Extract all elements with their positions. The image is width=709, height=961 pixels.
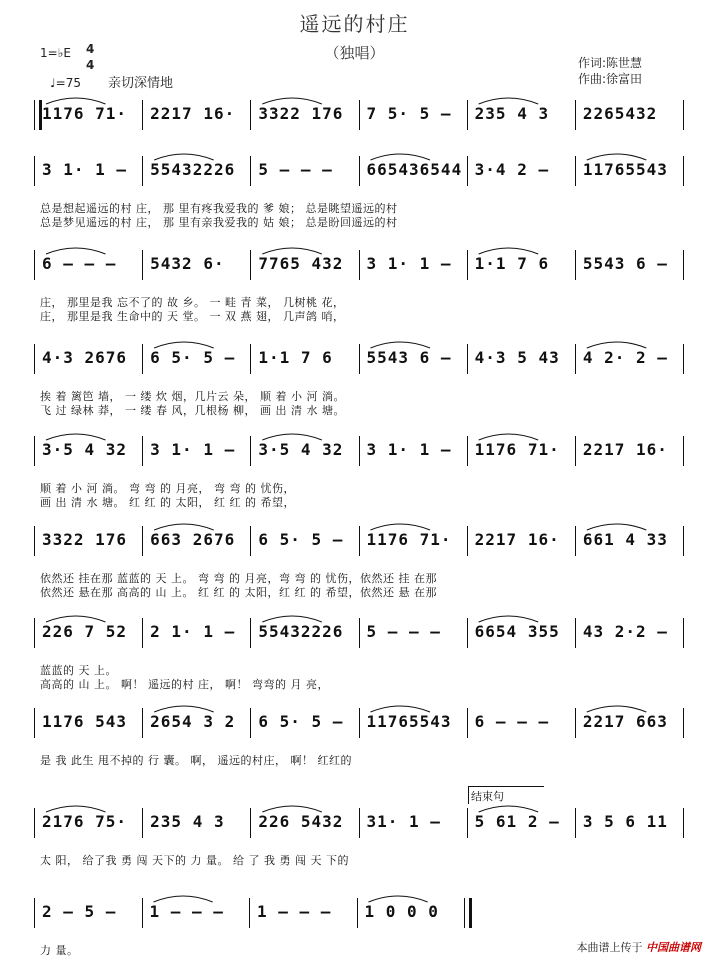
measure: 3322 176: [42, 530, 128, 549]
measure: 4·3 5 43: [474, 348, 560, 367]
slur: [479, 98, 538, 104]
slur-marks: [0, 888, 709, 918]
page-subtitle: （独唱）: [324, 44, 385, 62]
slur: [46, 98, 105, 104]
measure: 43 2·2 –: [582, 622, 668, 641]
measure: 55432226: [150, 160, 236, 179]
page-title: 遥远的村庄: [299, 12, 410, 36]
footer: [577, 939, 702, 955]
measure: 665436544: [366, 160, 463, 179]
slur: [262, 248, 321, 254]
slur: [479, 806, 538, 812]
lyric-line: 总是想起遥远的村 庄， 那 里有疼我爱我的 爹 娘； 总是眺望遥远的村: [40, 202, 398, 215]
measure: 235 4 3: [474, 104, 550, 123]
tempo-marking: ♩=75: [50, 76, 81, 90]
measure: 2217 16·: [582, 440, 668, 459]
measure: 6 5· 5 –: [258, 530, 344, 549]
lyric-line: 依然还 挂在那 蓝蓝的 天 上。 弯 弯 的 月亮，弯 弯 的 忧伤，依然还 挂 在那: [40, 572, 437, 585]
lyric-line: 太 阳， 给了我 勇 闯 天下的 力 量。 给 了 我 勇 闯 天 下的: [40, 854, 349, 867]
slur: [154, 154, 213, 160]
measure: 6 5· 5 –: [258, 712, 344, 731]
measure: 6654 355: [474, 622, 560, 641]
slur-marks: [0, 146, 709, 176]
measure: 2654 3 2: [150, 712, 236, 731]
measure: 7765 432: [258, 254, 344, 273]
measure: 2217 663: [582, 712, 668, 731]
slur-marks: [0, 334, 709, 364]
slur: [371, 524, 430, 530]
measure: 5543 6 –: [366, 348, 452, 367]
slur: [46, 434, 105, 440]
measure: 3 5 6 11: [582, 812, 668, 831]
measure: 5 61 2 –: [474, 812, 560, 831]
measure: 4·3 2676: [42, 348, 128, 367]
lyric-line: 顺 着 小 河 淌。 弯 弯 的 月亮， 弯 弯 的 忧伤，: [40, 482, 295, 495]
lyric-line: 画 出 清 水 塘。 红 红 的 太阳， 红 红 的 希望，: [40, 496, 295, 509]
measure: 3 1· 1 –: [366, 440, 452, 459]
slur: [46, 248, 105, 254]
slur-marks: [0, 608, 709, 638]
measure: 661 4 33: [582, 530, 668, 549]
slur: [154, 524, 213, 530]
site-logo: 中国曲谱网: [646, 941, 701, 954]
measure: 3 1· 1 –: [150, 440, 236, 459]
lyric-line: 飞 过 绿林 莽， 一 缕 春 风，几根杨 柳， 画 出 清 水 塘。: [40, 404, 345, 417]
slur: [154, 342, 213, 348]
measure: 3 1· 1 –: [366, 254, 452, 273]
slur: [479, 616, 538, 622]
slur-marks: [0, 240, 709, 270]
coda-label: 结束句: [468, 786, 544, 804]
time-signature-top: 4: [86, 42, 95, 56]
slur-marks: [0, 798, 709, 828]
slur: [46, 806, 105, 812]
measure: 1176 71·: [474, 440, 560, 459]
measure: 1·1 7 6: [474, 254, 550, 273]
footer-text: 本曲谱上传于: [576, 941, 643, 954]
slur: [262, 806, 321, 812]
slur-marks: [0, 426, 709, 456]
expression-marking: 亲切深情地: [108, 76, 174, 91]
measure: 2 1· 1 –: [150, 622, 236, 641]
measure: 2217 16·: [474, 530, 560, 549]
lyric-line: 挨 着 篱笆 墙， 一 缕 炊 烟，几片云 朵， 顺 着 小 河 淌。: [40, 390, 345, 403]
measure: 1·1 7 6: [258, 348, 333, 367]
lyric-line: 高高的 山 上。 啊！ 遥远的村 庄， 啊！ 弯弯的 月 亮，: [40, 678, 329, 691]
slur: [371, 342, 430, 348]
slur: [587, 706, 646, 712]
composer-credit: 作曲:徐富田: [578, 72, 643, 86]
measure: 1176 71·: [366, 530, 452, 549]
measure: 3·5 4 32: [42, 440, 128, 459]
measure: 3322 176: [258, 104, 344, 123]
measure: 5 – – –: [258, 160, 333, 179]
measure: 6 – – –: [474, 712, 550, 731]
time-signature-bottom: 4: [86, 58, 95, 72]
slur: [154, 706, 213, 712]
measure: 2217 16·: [150, 104, 236, 123]
measure: 1 – – –: [149, 902, 224, 921]
lyric-line: 总是梦见遥远的村 庄， 那 里有亲我爱我的 姑 娘； 总是盼回遥远的村: [40, 216, 398, 229]
lyricist-credit: 作词:陈世慧: [578, 56, 643, 70]
measure: 663 2676: [150, 530, 236, 549]
slur-marks: [0, 90, 709, 120]
slur-marks: [0, 698, 709, 728]
measure: 6 5· 5 –: [150, 348, 236, 367]
slur: [587, 342, 646, 348]
slur: [369, 896, 428, 902]
measure: 1176 543: [42, 712, 128, 731]
slur: [154, 896, 213, 902]
lyric-line: 力 量。: [40, 944, 79, 957]
measure: 3·4 2 –: [474, 160, 550, 179]
measure: 5432 6·: [150, 254, 225, 273]
lyric-line: 庄， 那里是我 忘不了的 故 乡。 一 畦 青 菜， 几树桃 花，: [40, 296, 345, 309]
measure: 5543 6 –: [582, 254, 668, 273]
measure: 1 0 0 0: [364, 902, 439, 921]
measure: 11765543: [366, 712, 452, 731]
slur: [587, 524, 646, 530]
lyric-line: 庄， 那里是我 生命中的 天 堂。 一 双 燕 翅， 几声鸽 哨，: [40, 310, 345, 323]
slur-marks: [0, 516, 709, 546]
measure: 3 1· 1 –: [42, 160, 128, 179]
slur: [479, 248, 538, 254]
key-signature: 1=♭E: [40, 46, 71, 60]
slur: [587, 154, 646, 160]
measure: 7 5· 5 –: [366, 104, 452, 123]
slur: [46, 616, 105, 622]
measure: 3·5 4 32: [258, 440, 344, 459]
slur: [371, 154, 430, 160]
slur: [262, 98, 321, 104]
measure: 6 – – –: [42, 254, 117, 273]
measure: 226 7 52: [42, 622, 128, 641]
slur: [371, 706, 430, 712]
measure: 1176 71·: [42, 104, 128, 123]
measure: 1 – – –: [257, 902, 332, 921]
measure: 31· 1 –: [366, 812, 441, 831]
slur: [262, 434, 321, 440]
measure: 5 – – –: [366, 622, 441, 641]
measure: 4 2· 2 –: [582, 348, 668, 367]
lyric-line: 是 我 此生 甩不掉的 行 囊。 啊， 遥远的村庄， 啊！ 红红的: [40, 754, 352, 767]
lyric-line: 蓝蓝的 天 上。: [40, 664, 117, 677]
lyric-line: 依然还 悬在那 高高的 山 上。 红 红 的 太阳，红 红 的 希望，依然还 悬 在那: [40, 586, 437, 599]
measure: 55432226: [258, 622, 344, 641]
measure: 11765543: [582, 160, 668, 179]
slur: [262, 616, 321, 622]
measure: 2265432: [582, 104, 658, 123]
measure: 2 – 5 –: [42, 902, 117, 921]
slur: [479, 434, 538, 440]
measure: 226 5432: [258, 812, 344, 831]
measure: 235 4 3: [150, 812, 225, 831]
measure: 2176 75·: [42, 812, 128, 831]
